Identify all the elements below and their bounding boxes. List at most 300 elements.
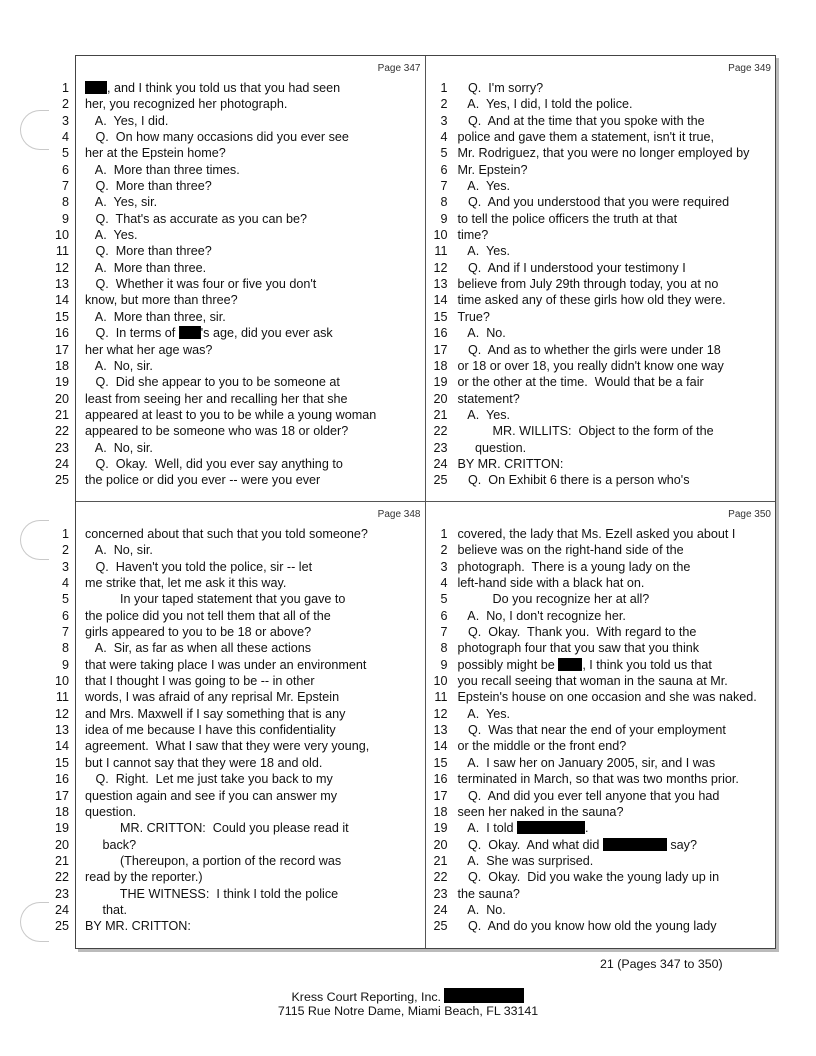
text-segment: BY MR. CRITTON: — [85, 919, 191, 934]
line-number: 14 — [433, 739, 448, 754]
transcript-line — [426, 407, 776, 423]
transcript-line — [426, 820, 776, 836]
transcript-line — [54, 456, 425, 472]
text-segment: her, you recognized her photograph. — [85, 97, 288, 112]
transcript-line — [54, 358, 425, 374]
text-segment: A. More than three times. — [85, 162, 240, 177]
line-number: 8 — [440, 195, 448, 210]
line-number: 20 — [433, 837, 448, 852]
text-segment: . — [585, 821, 589, 836]
transcript-line — [426, 374, 776, 390]
text-segment: A. Yes. — [85, 228, 138, 243]
line-text — [85, 722, 336, 738]
line-text — [458, 113, 705, 129]
text-segment: Q. And if I understood your testimony I — [457, 260, 686, 275]
line-number: 14 — [54, 739, 69, 754]
line-text — [458, 178, 511, 194]
transcript-line — [426, 178, 776, 194]
line-text — [85, 260, 206, 276]
text-segment: Q. And did you ever tell anyone that you had — [457, 788, 720, 803]
transcript-line — [426, 886, 776, 902]
line-number: 9 — [440, 211, 448, 226]
line-text — [85, 591, 345, 607]
line-number: 17 — [54, 342, 69, 357]
text-segment: idea of me because I have this confidentiality — [85, 723, 336, 738]
text-segment: or the middle or the front end? — [457, 739, 627, 754]
transcript-line — [54, 673, 425, 689]
transcript-line — [426, 358, 776, 374]
line-number: 18 — [433, 358, 448, 373]
transcript-line — [426, 391, 776, 407]
transcript-line — [426, 194, 776, 210]
line-number: 22 — [433, 870, 448, 885]
text-segment: photograph. There is a young lady on the — [457, 559, 691, 574]
line-text — [85, 211, 307, 227]
text-segment: Q. Right. Let me just take you back to my — [85, 772, 333, 787]
text-segment: to tell the police officers the truth at that — [457, 211, 678, 226]
text-segment: Mr. Rodriguez, that you were no longer employed by — [457, 146, 750, 161]
text-segment: Q. Did she appear to you to be someone at — [85, 375, 340, 390]
line-text — [85, 440, 153, 456]
text-segment: Q. Okay. Well, did you ever say anything to — [85, 456, 343, 471]
transcript-line — [61, 559, 425, 575]
line-number: 4 — [440, 130, 448, 145]
transcript-line — [426, 292, 776, 308]
line-text — [85, 292, 238, 308]
line-text — [458, 526, 736, 542]
line-number: 17 — [54, 788, 69, 803]
transcript-line — [426, 837, 776, 853]
text-segment: question again and see if you can answer my — [85, 788, 338, 803]
line-number: 25 — [433, 473, 448, 488]
text-segment: the police did you not tell them that all of the — [85, 608, 331, 623]
transcript-line — [426, 542, 776, 558]
transcript-line — [54, 391, 425, 407]
transcript-line — [426, 591, 776, 607]
line-number: 15 — [54, 309, 69, 324]
text-segment: words, I was afraid of any reprisal Mr. Epstein — [85, 690, 340, 705]
transcript-line — [426, 129, 776, 145]
line-number: 17 — [433, 342, 448, 357]
transcript-line — [61, 542, 425, 558]
text-segment: agreement. What I saw that they were very young, — [85, 739, 370, 754]
text-segment: appeared to be someone who was 18 or older? — [85, 424, 349, 439]
text-segment: back? — [85, 837, 137, 852]
line-text — [85, 673, 315, 689]
line-number: 16 — [433, 772, 448, 787]
line-text — [458, 542, 684, 558]
line-text — [85, 276, 316, 292]
line-text — [85, 624, 311, 640]
line-text — [458, 391, 520, 407]
line-number: 20 — [54, 837, 69, 852]
transcript-line — [426, 722, 776, 738]
transcript-line — [61, 591, 425, 607]
line-text — [85, 358, 153, 374]
text-segment: Q. Whether it was four or five you don't — [85, 277, 317, 292]
text-segment: believe from July 29th through today, you at no — [457, 277, 719, 292]
line-number: 16 — [54, 326, 69, 341]
line-text — [458, 673, 728, 689]
line-number: 16 — [433, 326, 448, 341]
transcript-line — [54, 771, 425, 787]
text-segment: her at the Epstein home? — [85, 146, 226, 161]
transcript-line — [55, 689, 425, 705]
text-segment: A. No, sir. — [85, 358, 153, 373]
text-segment: , I think you told us that — [582, 657, 712, 672]
page-348-panel — [54, 502, 426, 948]
line-number: 13 — [433, 723, 448, 738]
line-text — [85, 526, 368, 542]
transcript-line — [54, 788, 425, 804]
line-number: 21 — [54, 407, 69, 422]
transcript-line — [426, 227, 776, 243]
line-text — [458, 374, 704, 390]
text-segment: A. More than three, sir. — [85, 309, 226, 324]
line-text — [85, 657, 366, 673]
transcript-line — [54, 755, 425, 771]
transcript-line — [61, 194, 425, 210]
line-number: 4 — [440, 576, 448, 591]
line-text — [85, 820, 349, 836]
transcript-line — [54, 722, 425, 738]
text-segment: read by the reporter.) — [85, 870, 203, 885]
transcript-line — [426, 657, 776, 673]
transcript-line — [426, 472, 776, 488]
line-number: 10 — [54, 674, 69, 689]
transcript-line — [426, 608, 776, 624]
transcript-line — [55, 243, 425, 259]
line-text — [85, 869, 203, 885]
line-text — [458, 869, 720, 885]
text-segment: left-hand side with a black hat on. — [457, 576, 645, 591]
line-text — [85, 96, 287, 112]
line-number: 6 — [440, 608, 448, 623]
text-segment: Q. On Exhibit 6 there is a person who's — [457, 473, 690, 488]
line-text — [458, 640, 700, 656]
line-text — [85, 80, 340, 96]
line-text — [458, 608, 626, 624]
line-number: 4 — [61, 130, 69, 145]
line-text — [85, 706, 345, 722]
line-text — [85, 423, 348, 439]
line-text — [458, 407, 511, 423]
text-segment: girls appeared to you to be 18 or above? — [85, 625, 312, 640]
text-segment: Q. More than three? — [85, 179, 212, 194]
line-number: 12 — [54, 706, 69, 721]
line-number: 3 — [61, 113, 69, 128]
text-segment: Q. In terms of — [85, 326, 179, 341]
line-number: 19 — [54, 375, 69, 390]
line-text — [458, 657, 712, 673]
line-number: 24 — [54, 902, 69, 917]
line-text — [85, 374, 340, 390]
line-number: 13 — [54, 277, 69, 292]
text-segment: A. No. — [457, 902, 506, 917]
text-segment: A. Yes. — [457, 407, 511, 422]
text-segment: her what her age was? — [85, 342, 213, 357]
punch-hole — [20, 520, 49, 560]
line-text — [458, 918, 717, 934]
redaction-box — [85, 81, 107, 94]
line-number: 5 — [61, 592, 69, 607]
text-segment: True? — [457, 309, 490, 324]
text-segment: Mr. Epstein? — [457, 162, 528, 177]
line-text — [458, 129, 715, 145]
transcript-line — [426, 575, 776, 591]
line-number: 23 — [54, 886, 69, 901]
line-number: 1 — [61, 527, 69, 541]
line-text — [85, 178, 212, 194]
line-text — [85, 918, 191, 934]
text-segment: Q. Okay. Did you wake the young lady up in — [457, 870, 720, 885]
line-text — [458, 456, 564, 472]
line-number: 18 — [433, 804, 448, 819]
transcript-line — [54, 227, 425, 243]
text-segment: A. Yes. — [457, 179, 511, 194]
line-text — [458, 902, 506, 918]
line-number: 9 — [61, 657, 69, 672]
line-number: 13 — [433, 277, 448, 292]
transcript-line — [426, 80, 776, 96]
line-number: 2 — [440, 543, 448, 558]
line-number: 7 — [61, 179, 69, 194]
transcript-line — [426, 456, 776, 472]
line-text — [458, 755, 716, 771]
line-number: 18 — [54, 804, 69, 819]
page-range: 21 (Pages 347 to 350) — [600, 957, 723, 971]
line-text — [458, 472, 690, 488]
line-number: 24 — [433, 902, 448, 917]
line-text — [85, 902, 127, 918]
line-number: 12 — [433, 260, 448, 275]
transcript-line — [54, 423, 425, 439]
line-number: 21 — [54, 853, 69, 868]
transcript-lines — [426, 80, 776, 489]
line-number: 8 — [61, 195, 69, 210]
transcript-line — [54, 309, 425, 325]
text-segment: A. No, sir. — [85, 440, 153, 455]
line-text — [458, 722, 726, 738]
line-text — [85, 472, 320, 488]
text-segment: and Mrs. Maxwell if I say something that is any — [85, 706, 346, 721]
line-text — [458, 243, 511, 259]
line-number: 19 — [54, 821, 69, 836]
line-number: 1 — [61, 81, 69, 95]
transcript-line — [426, 771, 776, 787]
text-segment: Q. Haven't you told the police, sir -- let — [85, 559, 313, 574]
line-number: 6 — [61, 162, 69, 177]
transcript-line — [61, 624, 425, 640]
line-text — [458, 96, 633, 112]
line-text — [458, 738, 627, 754]
transcript-lines — [54, 80, 425, 489]
redaction-box — [179, 326, 201, 339]
transcript-line — [61, 211, 425, 227]
text-segment: appeared at least to you to be while a young woman — [85, 407, 377, 422]
line-text — [458, 886, 520, 902]
line-text — [458, 423, 714, 439]
transcript-line — [54, 374, 425, 390]
line-text — [458, 575, 645, 591]
line-text — [85, 771, 333, 787]
transcript-line — [54, 276, 425, 292]
line-text — [458, 788, 720, 804]
line-text — [85, 129, 349, 145]
line-number: 15 — [433, 755, 448, 770]
page-349-panel — [426, 56, 776, 502]
transcript-line — [54, 853, 425, 869]
transcript-line — [426, 162, 776, 178]
line-number: 2 — [440, 97, 448, 112]
line-number: 12 — [433, 706, 448, 721]
line-number: 16 — [54, 772, 69, 787]
text-segment: Q. And as to whether the girls were under 18 — [457, 342, 721, 357]
text-segment: 's age, did you ever ask — [200, 326, 333, 341]
transcript-line — [426, 738, 776, 754]
line-text — [85, 542, 153, 558]
text-segment: (Thereupon, a portion of the record was — [85, 853, 342, 868]
transcript-line — [426, 918, 776, 934]
transcript-line — [61, 657, 425, 673]
line-text — [85, 194, 157, 210]
transcript-line — [426, 96, 776, 112]
line-text — [458, 342, 721, 358]
text-segment: MR. WILLITS: Object to the form of the — [457, 424, 714, 439]
text-segment: say? — [666, 837, 697, 852]
text-segment: the sauna? — [457, 886, 520, 901]
line-number: 17 — [433, 788, 448, 803]
line-text — [458, 358, 724, 374]
transcript-line — [61, 113, 425, 129]
line-text — [458, 276, 719, 292]
line-text — [458, 820, 589, 836]
text-segment: possibly might be — [457, 657, 559, 672]
line-number: 22 — [433, 424, 448, 439]
transcript-line — [426, 869, 776, 885]
line-text — [85, 886, 338, 902]
line-number: 15 — [433, 309, 448, 324]
text-segment: or 18 or over 18, you really didn't know one way — [457, 358, 724, 373]
transcript-line — [426, 559, 776, 575]
transcript-line — [61, 162, 425, 178]
text-segment: you recall seeing that woman in the sauna at Mr. — [457, 674, 728, 689]
page-label: Page 348 — [377, 509, 421, 520]
transcript-line — [54, 837, 425, 853]
line-text — [85, 640, 311, 656]
line-number: 7 — [440, 179, 448, 194]
transcript-lines — [426, 526, 776, 935]
line-text — [458, 804, 624, 820]
line-text — [85, 113, 168, 129]
line-number: 15 — [54, 755, 69, 770]
line-text — [85, 755, 322, 771]
transcript-line — [61, 145, 425, 161]
redaction-box — [558, 658, 582, 671]
transcript-line — [426, 624, 776, 640]
text-segment: Q. Was that near the end of your employment — [457, 723, 726, 738]
line-text — [458, 292, 726, 308]
line-number: 20 — [54, 391, 69, 406]
text-segment: police and gave them a statement, isn't it true, — [457, 130, 715, 145]
transcript-line — [426, 755, 776, 771]
line-number: 6 — [61, 608, 69, 623]
line-text — [85, 407, 376, 423]
line-text — [85, 788, 337, 804]
text-segment: A. She was surprised. — [457, 853, 594, 868]
text-segment: In your taped statement that you gave to — [85, 592, 346, 607]
line-number: 24 — [54, 456, 69, 471]
line-text — [85, 325, 333, 341]
redaction-box — [444, 988, 524, 1003]
transcript-line — [61, 96, 425, 112]
transcript-line — [54, 407, 425, 423]
transcript-line — [61, 80, 425, 96]
text-segment: Epstein's house on one occasion and she was naked. — [457, 690, 757, 705]
transcript-line — [426, 309, 776, 325]
transcript-line — [61, 575, 425, 591]
text-segment: A. Sir, as far as when all these actions — [85, 641, 312, 656]
footer-company — [0, 988, 816, 1004]
text-segment: statement? — [457, 391, 520, 406]
line-number: 19 — [433, 375, 448, 390]
line-text — [458, 325, 506, 341]
line-text — [85, 243, 212, 259]
transcript-line — [61, 129, 425, 145]
line-number: 11 — [434, 690, 448, 705]
line-number: 25 — [54, 919, 69, 934]
text-segment: photograph four that you saw that you think — [457, 641, 700, 656]
text-segment: Q. That's as accurate as you can be? — [85, 211, 307, 226]
line-number: 12 — [54, 260, 69, 275]
text-segment: A. Yes, I did. — [85, 113, 169, 128]
transcript-line — [54, 440, 425, 456]
transcript-line — [54, 902, 425, 918]
line-text — [85, 559, 312, 575]
line-text — [458, 227, 489, 243]
transcript-line — [426, 113, 776, 129]
text-segment: covered, the lady that Ms. Ezell asked you about I — [457, 527, 736, 541]
text-segment: or the other at the time. Would that be a fair — [457, 375, 704, 390]
line-number: 5 — [440, 146, 448, 161]
line-text — [85, 853, 341, 869]
line-text — [458, 706, 511, 722]
text-segment: time? — [457, 228, 489, 243]
line-number: 3 — [440, 559, 448, 574]
transcript-line — [426, 902, 776, 918]
transcript-line — [426, 243, 776, 259]
line-number: 9 — [440, 657, 448, 672]
line-number: 1 — [440, 527, 448, 541]
line-text — [458, 80, 544, 96]
line-number: 21 — [433, 407, 448, 422]
line-number: 7 — [440, 625, 448, 640]
text-segment: Q. And at the time that you spoke with the — [457, 113, 705, 128]
transcript-line — [54, 820, 425, 836]
page-347-panel — [54, 56, 426, 502]
line-text — [458, 559, 691, 575]
line-text — [85, 342, 212, 358]
redaction-box — [517, 821, 585, 834]
page-label: Page 350 — [728, 509, 771, 520]
text-segment: Q. And you understood that you were required — [457, 195, 730, 210]
text-segment: Q. Okay. And what did — [457, 837, 603, 852]
transcript-line — [54, 918, 425, 934]
text-segment: terminated in March, so that was two months prior. — [457, 772, 739, 787]
line-number: 5 — [61, 146, 69, 161]
line-text — [85, 804, 136, 820]
line-number: 25 — [433, 919, 448, 934]
